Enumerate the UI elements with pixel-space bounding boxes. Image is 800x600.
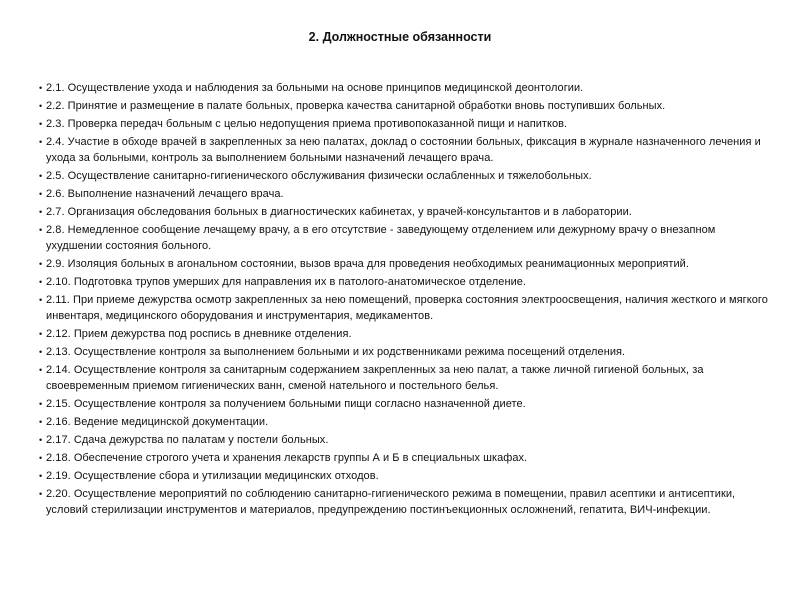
bullet-icon: • xyxy=(39,329,43,339)
duty-item xyxy=(39,186,768,202)
duty-item-text: 2.1. Осуществление ухода и наблюдения за больными на основе принципов медицинской деонтологии. xyxy=(46,82,584,94)
bullet-icon: • xyxy=(39,171,43,181)
bullet-icon: • xyxy=(39,399,43,409)
duty-item xyxy=(39,468,768,484)
bullet-icon: • xyxy=(39,417,43,427)
duties-list xyxy=(39,80,768,520)
bullet-icon: • xyxy=(39,277,43,287)
bullet-icon: • xyxy=(39,137,43,147)
bullet-icon: • xyxy=(39,101,43,111)
bullet-icon: • xyxy=(39,453,43,463)
duty-item xyxy=(39,222,768,254)
bullet-icon: • xyxy=(39,435,43,445)
bullet-icon: • xyxy=(39,365,43,375)
duty-item xyxy=(39,486,768,518)
duty-item xyxy=(39,326,768,342)
duty-item-text: 2.18. Обеспечение строгого учета и хранения лекарств группы А и Б в специальных шкафах. xyxy=(46,452,528,464)
bullet-icon: • xyxy=(39,225,43,235)
duty-item xyxy=(39,98,768,114)
duty-item xyxy=(39,414,768,430)
duty-item-text: 2.17. Сдача дежурства по палатам у постели больных. xyxy=(46,434,329,446)
duty-item xyxy=(39,80,768,96)
duty-item-text: 2.13. Осуществление контроля за выполнением больными и их родственниками режима посещений отделения. xyxy=(46,346,626,358)
duty-item-text: 2.2. Принятие и размещение в палате больных, проверка качества санитарной обработки вновь поступивших больных. xyxy=(46,100,666,112)
bullet-icon: • xyxy=(39,489,43,499)
duty-item-text: 2.6. Выполнение назначений лечащего врача. xyxy=(46,188,284,200)
duty-item xyxy=(39,362,768,394)
duty-item-text: 2.15. Осуществление контроля за получением больными пищи согласно назначенной диете. xyxy=(46,398,526,410)
bullet-icon: • xyxy=(39,259,43,269)
duty-item xyxy=(39,204,768,220)
bullet-icon: • xyxy=(39,471,43,481)
duty-item-text: 2.20. Осуществление мероприятий по соблюдению санитарно-гигиенического режима в помещении, правил асептики и антисептики, условий стерилизации инструментов и материалов, предупреждению постинъекционных осложнений, гепатита, ВИЧ-инфекции. xyxy=(46,488,736,516)
duty-item-text: 2.19. Осуществление сбора и утилизации медицинских отходов. xyxy=(46,470,379,482)
duty-item-text: 2.7. Организация обследования больных в диагностических кабинетах, у врачей-консультантов и в лаборатории. xyxy=(46,206,632,218)
duty-item-text: 2.14. Осуществление контроля за санитарным содержанием закрепленных за нею палат, а также личной гигиеной больных, за своевременным приемом гигиенических ванн, сменой нательного и постельного белья. xyxy=(46,364,704,392)
duty-item xyxy=(39,450,768,466)
duty-item xyxy=(39,134,768,166)
duty-item-text: 2.8. Немедленное сообщение лечащему врачу, а в его отсутствие - заведующему отделением или дежурному врачу о внезапном ухудшении состояния больного. xyxy=(46,224,716,252)
bullet-icon: • xyxy=(39,295,43,305)
duty-item-text: 2.16. Ведение медицинской документации. xyxy=(46,416,269,428)
duty-item xyxy=(39,292,768,324)
duty-item xyxy=(39,256,768,272)
duty-item-text: 2.4. Участие в обходе врачей в закрепленных за нею палатах, доклад о состоянии больных, фиксация в журнале назначенного лечения и ухода за больными, контроль за выполнением больными назначений лечащего врача. xyxy=(46,136,761,164)
duty-item xyxy=(39,168,768,184)
bullet-icon: • xyxy=(39,189,43,199)
duty-item xyxy=(39,396,768,412)
bullet-icon: • xyxy=(39,207,43,217)
duty-item-text: 2.12. Прием дежурства под роспись в дневнике отделения. xyxy=(46,328,352,340)
bullet-icon: • xyxy=(39,347,43,357)
duty-item-text: 2.3. Проверка передач больным с целью недопущения приема противопоказанной пищи и напитков. xyxy=(46,118,568,130)
duty-item-text: 2.5. Осуществление санитарно-гигиенического обслуживания физически ослабленных и тяжелобольных. xyxy=(46,170,592,182)
duty-item-text: 2.10. Подготовка трупов умерших для направления их в патолого-анатомическое отделение. xyxy=(46,276,527,288)
bullet-icon: • xyxy=(39,83,43,93)
duty-item-text: 2.11. При приеме дежурства осмотр закрепленных за нею помещений, проверка состояния электроосвещения, наличия жесткого и мягкого инвентаря, медицинского оборудования и инструментария, медикаментов. xyxy=(46,294,768,322)
bullet-icon: • xyxy=(39,119,43,129)
duty-item xyxy=(39,432,768,448)
duty-item xyxy=(39,344,768,360)
page-title: 2. Должностные обязанности xyxy=(308,30,492,44)
duty-item-text: 2.9. Изоляция больных в агональном состоянии, вызов врача для проведения необходимых реанимационных мероприятий. xyxy=(46,258,689,270)
duty-item xyxy=(39,274,768,290)
duty-item xyxy=(39,116,768,132)
